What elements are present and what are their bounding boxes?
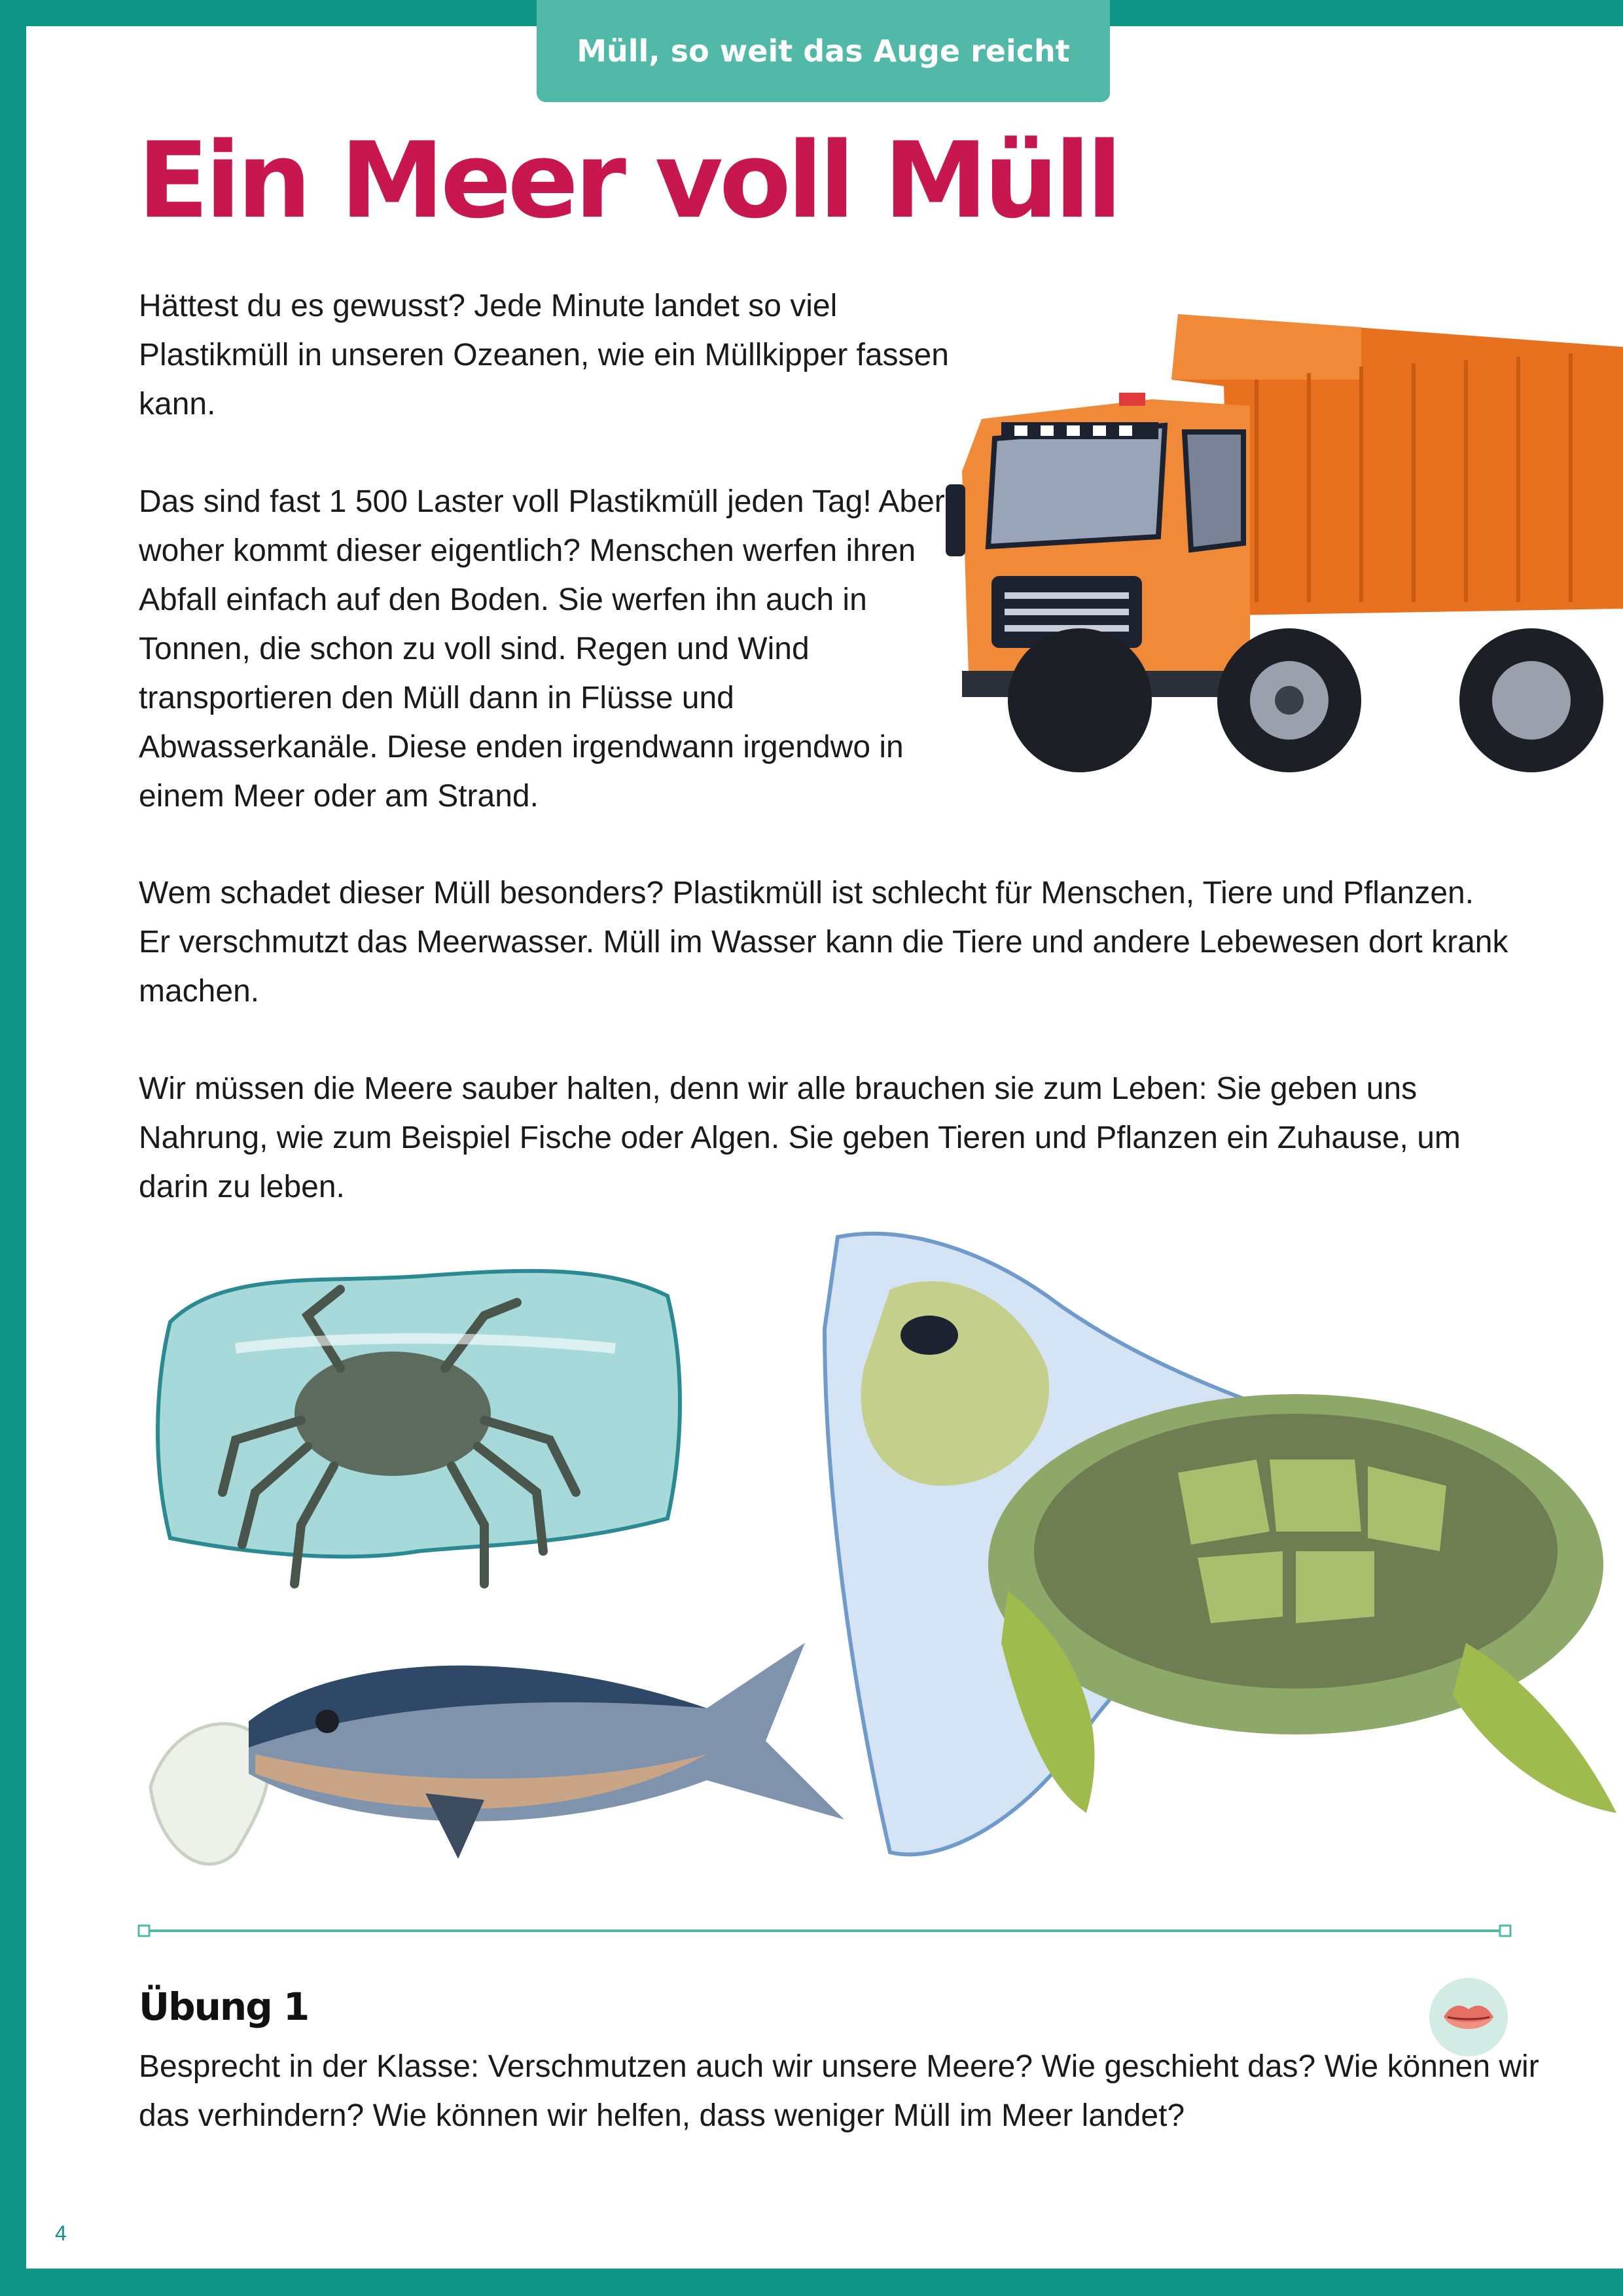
exercise-text: Besprecht in der Klasse: Verschmutzen auch wir unsere Meere? Wie geschieht das? Wie können wir das verhindern? Wie können wir helfen, dass weniger Müll im Meer landet?: [139, 2049, 1539, 2133]
page-frame-bottom: [0, 2269, 1623, 2296]
section-divider: [137, 1923, 1512, 1939]
paragraph-intro: Hättest du es gewusst? Jede Minute landet so viel Plastikmüll in unseren Ozeanen, wie ein Müllkipper fassen kann.: [139, 289, 949, 422]
crab-body: [294, 1352, 491, 1476]
exercise-title: Übung 1: [139, 1984, 309, 2029]
paragraph-harm: Wem schadet dieser Müll besonders? Plastikmüll ist schlecht für Menschen, Tiere und Pflanzen. Er verschmutzt das Meerwasser. Müll im Wasser kann die Tiere und andere Lebewesen dort krank machen.: [139, 876, 1508, 1009]
lips-icon: [1441, 1999, 1496, 2036]
garbage-truck-illustration: [942, 308, 1623, 779]
page-title: Ein Meer voll Müll: [137, 119, 1119, 242]
truck-wheels: [1008, 628, 1603, 772]
crab-in-plastic-bag-illustration: [144, 1244, 694, 1649]
page-frame-left: [0, 0, 26, 2296]
page-number: 4: [55, 2221, 67, 2245]
paragraph-origin: Das sind fast 1 500 Laster voll Plastikmüll jeden Tag! Aber woher kommt dieser eigentlich? Menschen werfen ihren Abfall einfach auf den Boden. Sie werfen ihn auch in Tonnen, die schon zu voll sind. Regen und Wind transportieren den Müll dann in Flüsse und Abwasserkanäle. Diese enden irgendwann irgendwo in einem Meer oder am Strand.: [139, 484, 945, 814]
paragraph-protect: Wir müssen die Meere sauber halten, denn wir alle brauchen sie zum Leben: Sie geben uns Nahrung, wie zum Beispiel Fische oder Algen. Sie geben Tieren und Pflanzen ein Zuhause, um darin zu leben.: [139, 1071, 1461, 1204]
chapter-header-tab: Müll, so weit das Auge reicht: [537, 0, 1110, 102]
turtle-in-plastic-bag-illustration: [812, 1224, 1623, 1872]
fish-with-plastic-bag-illustration: [131, 1623, 857, 1924]
